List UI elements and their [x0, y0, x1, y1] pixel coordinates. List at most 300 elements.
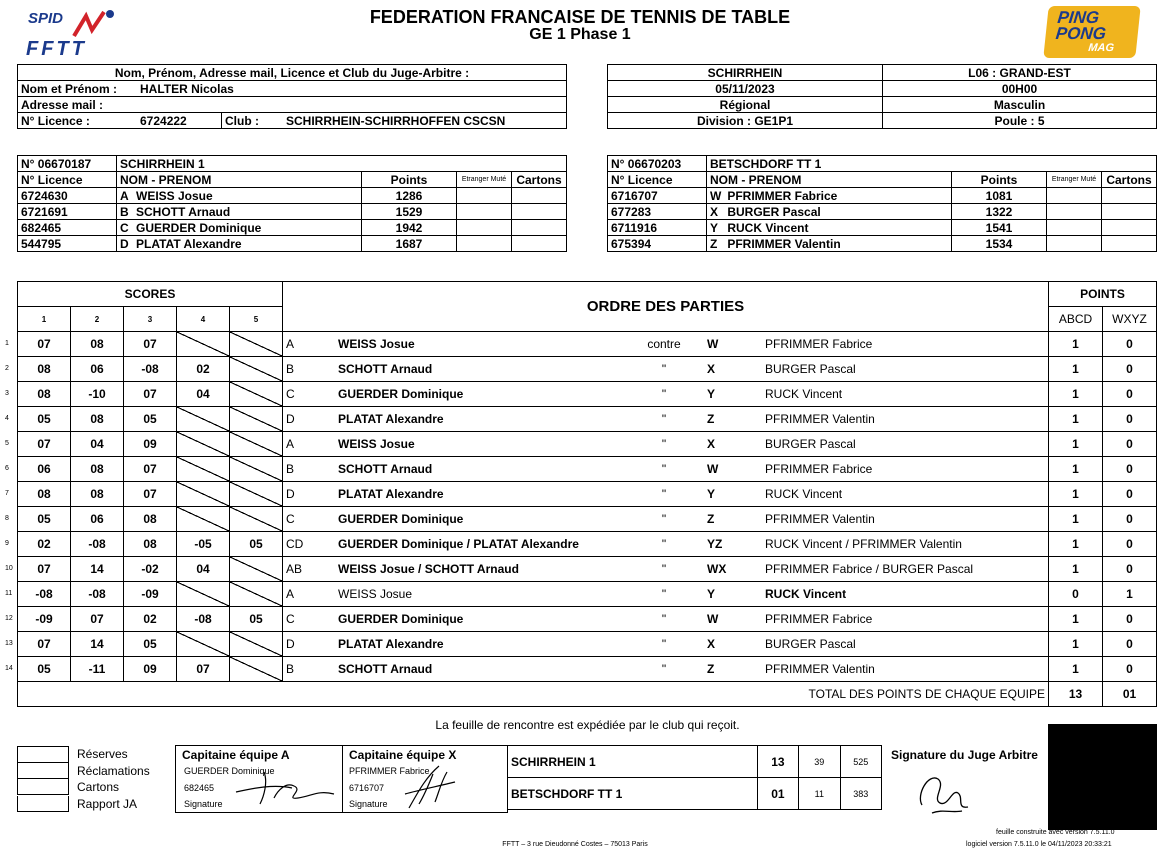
versus-label: " [631, 457, 697, 482]
player-a-letter: A [283, 432, 336, 457]
set-header: 1 [18, 307, 71, 332]
set-score: 08 [124, 532, 177, 557]
set-score [177, 582, 230, 607]
set-score: 05 [124, 632, 177, 657]
player-licence: 6721691 [18, 204, 117, 220]
set-score [230, 432, 283, 457]
order-header: ORDRE DES PARTIES [283, 282, 1049, 332]
set-score: 07 [124, 482, 177, 507]
set-score: 07 [124, 332, 177, 357]
set-score: 08 [18, 357, 71, 382]
player-name: PFRIMMER Fabrice [724, 188, 951, 204]
row-number: 12 [5, 615, 13, 622]
player-a-name: GUERDER Dominique [335, 507, 631, 532]
result-team: BETSCHDORF TT 1 [508, 778, 758, 810]
player-points: 1942 [362, 220, 457, 236]
player-a-letter: A [283, 582, 336, 607]
player-a-name: GUERDER Dominique / PLATAT Alexandre [335, 532, 631, 557]
points-x: 0 [1103, 557, 1157, 582]
ppm-line3: MAG [1087, 42, 1115, 54]
result-balls: 383 [840, 778, 881, 810]
player-a-name: PLATAT Alexandre [335, 632, 631, 657]
points-x: 0 [1103, 332, 1157, 357]
match-row [18, 582, 1157, 607]
team-x-table [607, 155, 1157, 252]
player-x-letter: X [697, 632, 762, 657]
set-score: 04 [177, 382, 230, 407]
row-number: 3 [5, 390, 9, 397]
player-name: RUCK Vincent [724, 220, 951, 236]
row-number: 8 [5, 515, 9, 522]
referee-email-label: Adresse mail : [18, 97, 133, 113]
player-letter: C [117, 220, 134, 236]
sheet-note: La feuille de rencontre est expédiée par le club qui reçoit. [435, 718, 740, 732]
player-letter: A [117, 188, 134, 204]
team-x-name: BETSCHDORF TT 1 [707, 156, 1157, 172]
set-score: 07 [18, 432, 71, 457]
player-x-name: PFRIMMER Valentin [762, 407, 1049, 432]
abcd-header: ABCD [1049, 307, 1103, 332]
scores-header: SCORES [18, 282, 283, 307]
player-letter: Y [707, 220, 725, 236]
player-a-name: WEISS Josue [335, 432, 631, 457]
match-league: L06 : GRAND-EST [883, 65, 1157, 81]
player-licence: 675394 [608, 236, 707, 252]
set-score [230, 657, 283, 682]
player-x-letter: WX [697, 557, 762, 582]
player-licence: 6711916 [608, 220, 707, 236]
points-x: 0 [1103, 407, 1157, 432]
row-number: 14 [5, 665, 13, 672]
referee-club-value: SCHIRRHEIN-SCHIRRHOFFEN CSCSN [278, 113, 567, 129]
set-score: 08 [71, 332, 124, 357]
match-row [18, 632, 1157, 657]
footer-check-row [17, 746, 150, 763]
set-score [230, 357, 283, 382]
player-x-letter: X [697, 357, 762, 382]
player-licence: 682465 [18, 220, 117, 236]
checkbox[interactable] [17, 763, 69, 779]
player-x-name: PFRIMMER Valentin [762, 507, 1049, 532]
row-number: 4 [5, 415, 9, 422]
versus-label: " [631, 407, 697, 432]
player-x-letter: Y [697, 482, 762, 507]
points-a: 1 [1049, 607, 1103, 632]
set-score [230, 582, 283, 607]
player-x-letter: Y [697, 582, 762, 607]
points-a: 1 [1049, 657, 1103, 682]
points-x: 0 [1103, 357, 1157, 382]
player-a-name: PLATAT Alexandre [335, 407, 631, 432]
captain-x-licence: 6716707 [349, 783, 385, 793]
team-a-col-points: Points [362, 172, 457, 188]
checkbox[interactable] [17, 779, 69, 795]
checkbox[interactable] [17, 746, 69, 763]
row-numbers [5, 331, 15, 681]
points-x: 0 [1103, 457, 1157, 482]
captain-a-title: Capitaine équipe A [182, 748, 290, 762]
match-row [18, 457, 1157, 482]
points-a: 0 [1049, 582, 1103, 607]
player-a-letter: C [283, 607, 336, 632]
referee-signature-label: Signature du Juge Arbitre [891, 748, 1038, 762]
set-score: -08 [124, 357, 177, 382]
team-a-name: SCHIRRHEIN 1 [117, 156, 567, 172]
player-a-letter: B [283, 357, 336, 382]
versus-label: " [631, 382, 697, 407]
set-score: 05 [18, 657, 71, 682]
points-a: 1 [1049, 357, 1103, 382]
set-score [177, 457, 230, 482]
player-points: 1529 [362, 204, 457, 220]
referee-table [17, 64, 567, 129]
set-score: 02 [177, 357, 230, 382]
spid-fftt-logo [22, 4, 122, 58]
player-x-name: PFRIMMER Fabrice [762, 607, 1049, 632]
player-a-letter: B [283, 457, 336, 482]
versus-label: " [631, 357, 697, 382]
points-x: 0 [1103, 632, 1157, 657]
referee-signature-icon [912, 765, 972, 819]
player-x-letter: W [697, 332, 762, 357]
team-x-col-cards: Cartons [1102, 172, 1157, 188]
player-points: 1286 [362, 188, 457, 204]
team-x-col-foreign: Etranger Muté [1047, 172, 1102, 188]
points-a: 1 [1049, 457, 1103, 482]
player-x-name: PFRIMMER Valentin [762, 657, 1049, 682]
set-score [230, 382, 283, 407]
set-score: 05 [18, 507, 71, 532]
footer-check-row [17, 779, 150, 796]
set-score: -09 [18, 607, 71, 632]
captain-x-name: PFRIMMER Fabrice [349, 766, 430, 776]
player-name: PLATAT Alexandre [133, 236, 362, 252]
set-score [230, 457, 283, 482]
set-score: 14 [71, 557, 124, 582]
set-score: 05 [230, 607, 283, 632]
captain-a-box [175, 745, 343, 813]
result-balls: 525 [840, 746, 881, 778]
row-number: 5 [5, 440, 9, 447]
versus-label: " [631, 557, 697, 582]
set-score: 06 [71, 357, 124, 382]
version-line2: logiciel version 7.5.11.0 le 04/11/2023 20:33:21 [966, 841, 1112, 848]
result-sets: 39 [799, 746, 840, 778]
player-points: 1322 [952, 204, 1047, 220]
set-score: 07 [71, 607, 124, 632]
captain-x-box [341, 745, 508, 813]
row-number: 7 [5, 490, 9, 497]
points-a: 1 [1049, 557, 1103, 582]
referee-name-value: HALTER Nicolas [132, 81, 567, 97]
set-score [177, 632, 230, 657]
match-division: Division : GE1P1 [608, 113, 883, 129]
player-letter: W [707, 188, 725, 204]
wxyz-header: WXYZ [1103, 307, 1157, 332]
set-score: -08 [177, 607, 230, 632]
team-x-number: N° 06670203 [608, 156, 707, 172]
spid-text: SPID [28, 10, 64, 27]
set-score: 07 [18, 557, 71, 582]
match-row [18, 657, 1157, 682]
player-name: PFRIMMER Valentin [724, 236, 951, 252]
version-line1: feuille construite avec version 7.5.11.0 [996, 829, 1115, 836]
set-score: 08 [71, 482, 124, 507]
captain-x-sig-label: Signature [349, 799, 388, 809]
player-name: SCHOTT Arnaud [133, 204, 362, 220]
match-row [18, 332, 1157, 357]
set-score [230, 507, 283, 532]
points-header: POINTS [1049, 282, 1157, 307]
set-score: 09 [124, 432, 177, 457]
set-score [177, 432, 230, 457]
points-a: 1 [1049, 382, 1103, 407]
set-score: 07 [124, 457, 177, 482]
player-x-name: PFRIMMER Fabrice / BURGER Pascal [762, 557, 1049, 582]
page-subtitle: GE 1 Phase 1 [529, 26, 631, 43]
player-x-name: BURGER Pascal [762, 357, 1049, 382]
set-score: 08 [124, 507, 177, 532]
player-licence: 6716707 [608, 188, 707, 204]
player-a-letter: D [283, 632, 336, 657]
set-score: -08 [71, 532, 124, 557]
referee-licence-label: N° Licence : [18, 113, 133, 129]
set-score: 05 [18, 407, 71, 432]
player-a-letter: D [283, 482, 336, 507]
set-score: 02 [124, 607, 177, 632]
player-a-letter: D [283, 407, 336, 432]
versus-label: " [631, 657, 697, 682]
captain-a-name: GUERDER Dominique [184, 766, 275, 776]
match-gender: Masculin [883, 97, 1157, 113]
player-x-letter: YZ [697, 532, 762, 557]
player-a-letter: CD [283, 532, 336, 557]
fftt-text: FFTT [26, 38, 87, 60]
set-header: 2 [71, 307, 124, 332]
result-sets: 11 [799, 778, 840, 810]
checkbox[interactable] [17, 796, 69, 812]
match-row [18, 507, 1157, 532]
captain-a-sig-label: Signature [184, 799, 223, 809]
match-time: 00H00 [883, 81, 1157, 97]
team-a-col-cards: Cartons [512, 172, 567, 188]
match-info-table [607, 64, 1157, 129]
team-x-col-licence: N° Licence [608, 172, 707, 188]
player-licence: 544795 [18, 236, 117, 252]
set-score: 07 [18, 332, 71, 357]
points-x: 0 [1103, 507, 1157, 532]
set-header: 5 [230, 307, 283, 332]
player-points: 1541 [952, 220, 1047, 236]
points-x: 1 [1103, 582, 1157, 607]
set-score [177, 507, 230, 532]
set-score: 07 [124, 382, 177, 407]
player-points: 1534 [952, 236, 1047, 252]
match-pool: Poule : 5 [883, 113, 1157, 129]
player-x-letter: Z [697, 507, 762, 532]
set-score [177, 482, 230, 507]
team-x-player-row [608, 188, 1157, 204]
points-a: 1 [1049, 632, 1103, 657]
player-licence: 677283 [608, 204, 707, 220]
result-points: 13 [757, 746, 798, 778]
set-score: 06 [71, 507, 124, 532]
set-score [230, 407, 283, 432]
player-a-letter: C [283, 507, 336, 532]
match-row [18, 607, 1157, 632]
set-score [230, 332, 283, 357]
referee-email-value [132, 97, 567, 113]
team-x-col-name: NOM - PRENOM [707, 172, 952, 188]
result-row [508, 778, 882, 810]
player-letter: B [117, 204, 134, 220]
match-row [18, 557, 1157, 582]
player-x-name: RUCK Vincent / PFRIMMER Valentin [762, 532, 1049, 557]
player-points: 1081 [952, 188, 1047, 204]
team-a-number: N° 06670187 [18, 156, 117, 172]
set-score: -08 [18, 582, 71, 607]
points-a: 1 [1049, 482, 1103, 507]
player-letter: Z [707, 236, 725, 252]
player-a-letter: A [283, 332, 336, 357]
player-letter: X [707, 204, 725, 220]
team-x-player-row [608, 204, 1157, 220]
ppm-line2: PONG [1054, 24, 1107, 43]
points-x: 0 [1103, 432, 1157, 457]
player-x-letter: X [697, 432, 762, 457]
set-score: -08 [71, 582, 124, 607]
player-a-name: SCHOTT Arnaud [335, 457, 631, 482]
set-score: 04 [71, 432, 124, 457]
points-a: 1 [1049, 332, 1103, 357]
ping-pong-mag-logo [1043, 6, 1140, 58]
set-score: 04 [177, 557, 230, 582]
set-score: -09 [124, 582, 177, 607]
team-a-table [17, 155, 567, 252]
row-number: 11 [5, 590, 13, 597]
match-row [18, 357, 1157, 382]
set-score: 08 [18, 382, 71, 407]
points-a: 1 [1049, 532, 1103, 557]
player-licence: 6724630 [18, 188, 117, 204]
set-score: 07 [177, 657, 230, 682]
row-number: 13 [5, 640, 13, 647]
player-x-name: BURGER Pascal [762, 632, 1049, 657]
player-letter: D [117, 236, 134, 252]
team-x-player-row [608, 220, 1157, 236]
player-x-letter: W [697, 457, 762, 482]
referee-club-label: Club : [222, 113, 279, 129]
set-score: 14 [71, 632, 124, 657]
player-a-letter: B [283, 657, 336, 682]
set-score [230, 632, 283, 657]
versus-label: " [631, 507, 697, 532]
versus-label: " [631, 482, 697, 507]
versus-label: contre [631, 332, 697, 357]
player-a-name: PLATAT Alexandre [335, 482, 631, 507]
points-a: 1 [1049, 432, 1103, 457]
total-label: TOTAL DES POINTS DE CHAQUE EQUIPE [18, 682, 1049, 707]
checkbox-label: Réclamations [77, 763, 150, 778]
team-x-col-points: Points [952, 172, 1047, 188]
referee-licence-value: 6724222 [132, 113, 222, 129]
scores-table [17, 281, 1157, 707]
versus-label: " [631, 632, 697, 657]
set-score: -02 [124, 557, 177, 582]
player-name: BURGER Pascal [724, 204, 951, 220]
team-a-col-name: NOM - PRENOM [117, 172, 362, 188]
player-a-name: SCHOTT Arnaud [335, 357, 631, 382]
match-row [18, 532, 1157, 557]
ppm-line1: PING [1056, 8, 1101, 27]
points-x: 0 [1103, 657, 1157, 682]
page-title: FEDERATION FRANCAISE DE TENNIS DE TABLE [369, 7, 791, 27]
match-row [18, 407, 1157, 432]
player-x-name: BURGER Pascal [762, 432, 1049, 457]
player-a-name: GUERDER Dominique [335, 607, 631, 632]
set-score: 06 [18, 457, 71, 482]
player-x-name: RUCK Vincent [762, 382, 1049, 407]
set-score [230, 482, 283, 507]
player-a-name: SCHOTT Arnaud [335, 657, 631, 682]
result-team: SCHIRRHEIN 1 [508, 746, 758, 778]
row-number: 1 [5, 340, 9, 347]
points-x: 0 [1103, 532, 1157, 557]
match-row [18, 432, 1157, 457]
set-header: 3 [124, 307, 177, 332]
player-name: WEISS Josue [133, 188, 362, 204]
versus-label: " [631, 607, 697, 632]
set-score: -05 [177, 532, 230, 557]
set-score: 02 [18, 532, 71, 557]
total-x: 01 [1103, 682, 1157, 707]
result-row [508, 746, 882, 778]
match-date: 05/11/2023 [608, 81, 883, 97]
set-score: 08 [71, 407, 124, 432]
points-x: 0 [1103, 382, 1157, 407]
player-a-letter: AB [283, 557, 336, 582]
player-x-name: RUCK Vincent [762, 582, 1049, 607]
footer-check-row [17, 763, 150, 780]
team-a-col-licence: N° Licence [18, 172, 117, 188]
set-score: 09 [124, 657, 177, 682]
set-score: 05 [230, 532, 283, 557]
player-x-name: PFRIMMER Fabrice [762, 457, 1049, 482]
result-table [507, 745, 882, 810]
match-venue: SCHIRRHEIN [608, 65, 883, 81]
team-a-col-foreign: Etranger Muté [457, 172, 512, 188]
captain-x-title: Capitaine équipe X [349, 748, 457, 762]
row-number: 10 [5, 565, 13, 572]
player-x-letter: Z [697, 657, 762, 682]
row-number: 2 [5, 365, 9, 372]
player-x-letter: Z [697, 407, 762, 432]
row-number: 6 [5, 465, 9, 472]
team-a-player-row [18, 220, 567, 236]
row-number: 9 [5, 540, 9, 547]
footer-check-row [17, 796, 150, 813]
player-x-name: PFRIMMER Fabrice [762, 332, 1049, 357]
player-a-letter: C [283, 382, 336, 407]
match-row [18, 382, 1157, 407]
player-a-name: WEISS Josue / SCHOTT Arnaud [335, 557, 631, 582]
set-score: 07 [18, 632, 71, 657]
redacted-block [1048, 724, 1157, 830]
player-x-name: RUCK Vincent [762, 482, 1049, 507]
points-a: 1 [1049, 407, 1103, 432]
match-level: Régional [608, 97, 883, 113]
fftt-address: FFTT – 3 rue Dieudonné Costes – 75013 Paris [502, 841, 648, 848]
